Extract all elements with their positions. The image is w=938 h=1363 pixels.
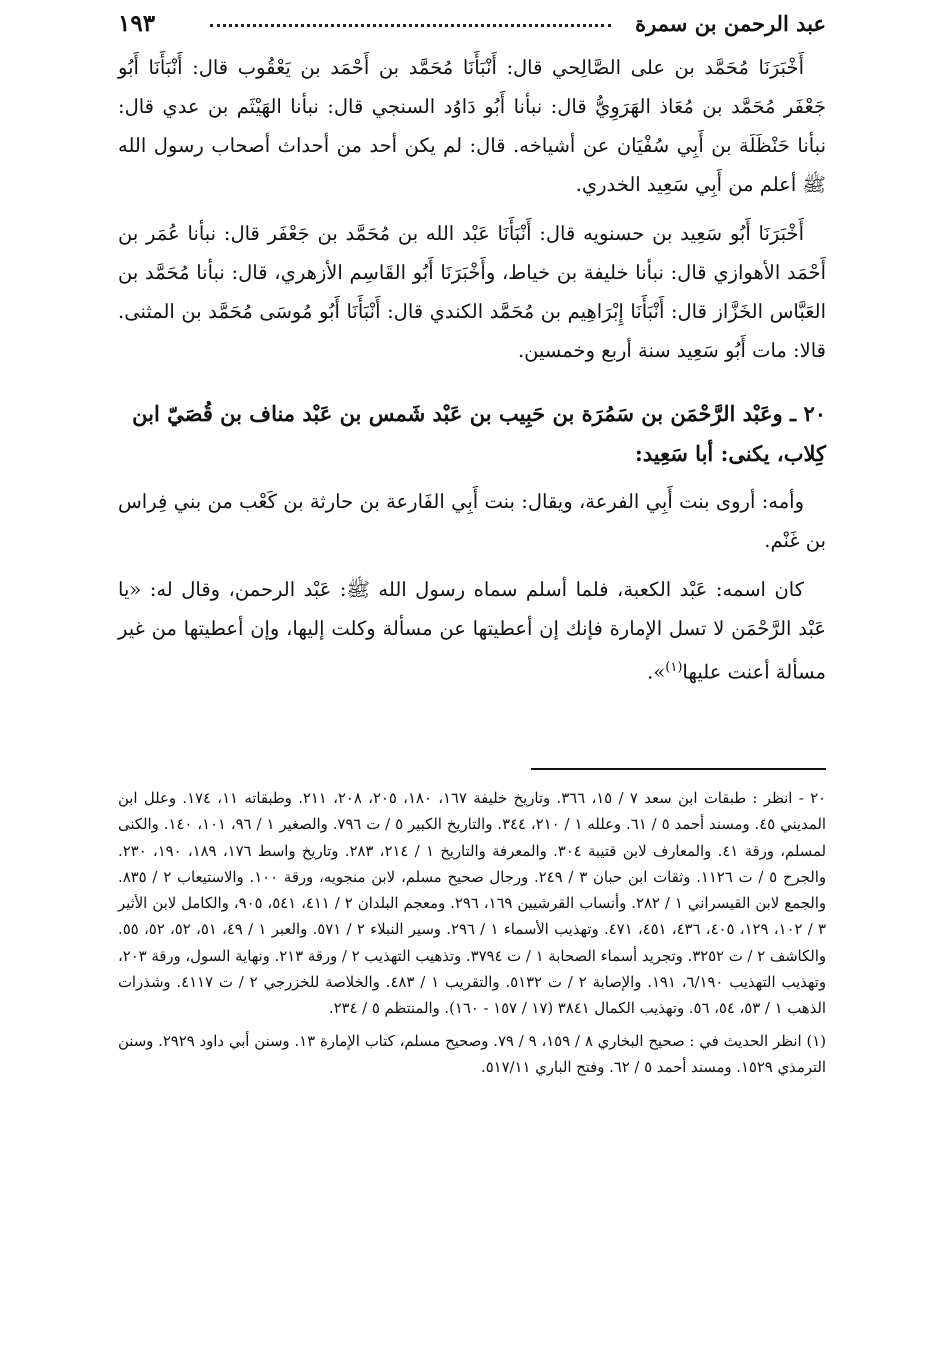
quote-close: ». [647,660,666,684]
footnote-1: (١) انظر الحديث في : صحيح البخاري ٨ / ١٥٩، ٩ / ٧٩. وصحيح مسلم، كتاب الإمارة ١٣. وسنن أبي داود ٢٩٢٩. وسنن الترمذي ١٥٢٩. ومسند أحمد ٥ / ٦٢. وفتح الباري ٥١٧/١١. [118,1032,826,1076]
main-text [118,48,826,692]
paragraph-1: أَخْبَرَنَا مُحَمَّد بن على الصَّالِحي قال: أَنْبَأَنَا مُحَمَّد بن أَحْمَد بن يَعْقُوب قال: أَنْبَأَنَا أَبُو جَعْفَر مُحَمَّد بن مُعَاذ الهَرَوِيُّ قال: نبأنا أَبُو دَاوُد السنجي قال: نبأنا الهَيْثَم بن عدي قال: نبأنا حَنْظَلَة بن أَبِي سُفْيَان عن أشياخه. قال: لم يكن أحد من أحداث أصحاب رسول الله ﷺ أعلم من أَبِي سَعِيد الخدري. [118,56,826,196]
entry-paragraph-2 [118,570,826,692]
paragraph-2: أَخْبَرَنَا أَبُو سَعِيد بن حسنويه قال: أَنْبَأَنَا عَبْد الله بن مُحَمَّد بن جَعْفَر قال: نبأنا عُمَر بن أَحْمَد الأهوازي قال: نبأنا خليفة بن خياط، وأَخْبَرَنَا أَبُو القَاسِم الأزهري، قال: نبأنا مُحَمَّد بن العَبَّاس الخَزَّاز قال: أَنْبَأَنَا إِبْرَاهِيم بن مُحَمَّد الكندي قال: أَنْبَأَنَا أَبُو مُوسَى مُحَمَّد بن المثنى. قالا: مات أَبُو سَعِيد سنة أربع وخمسين. [118,222,826,362]
footnote-separator [531,768,826,770]
entry-heading: ٢٠ ـ وعَبْد الرَّحْمَن بن سَمُرَة بن حَبِيب بن عَبْد شَمس بن عَبْد مناف بن قُصَيّ ابن كِلاب، يكنى: أبا سَعِيد: [132,401,826,466]
footnote-sources: ٢٠ - انظر : طبقات ابن سعد ٧ / ١٥، ٣٦٦. وتاريخ خليفة ١٦٧، ١٨٠، ٢٠٥، ٢٠٨، ٢١١. وطبقاته ١١، ١٧٤. وعلل ابن المديني ٤٥. ومسند أحمد ٥ / ٦١. وعلله ١ / ٢١٠، ٣٤٤. والتاريخ الكبير ٥ / ت ٧٩٦. والصغير ١ / ٩٦، ١٠١، ١٤٠. والكنى لمسلم، ورقة ٤١. والمعارف لابن قتيبة ٣٠٤. والمعرفة والتاريخ ١ / ٢١٤، ٢٨٣. وتاريخ واسط ١٧٦، ١٨٩، ١٩٠، ٢٣٠. والجرح ٥ / ت ١١٢٦. وثقات ابن حبان ٣ / ٢٤٩. ورجال صحيح مسلم، لابن منجويه، ورقة ١٠٠. والاستيعاب ٢ / ٨٣٥. والجمع لابن القيسراني ١ / ٢٨٢. وأنساب القرشيين ١٦٩، ٢٩٦. ومعجم البلدان ٢ / ٤١١، ٥٤١، ٩٠٥، والكامل لابن الأثير ٣ / ١٠٢، ١٢٩، ٤٠٥، ٤٣٦، ٤٥١، ٤٧١. وتهذيب الأسماء ١ / ٢٩٦. وسير النبلاء ٢ / ٥٧١. والعبر ١ / ٤٩، ٥١، ٥٢، ٥٢، ٥٥. والكاشف ٢ / ت ٣٢٥٢. وتجريد أسماء الصحابة ١ / ت ٣٧٩٤. وتذهيب التهذيب ٢ / ورقة ٢١٣. ونهاية السول، ورقة ٢٠٣، وتهذيب التهذيب ٦/١٩٠، ١٩١. والإصابة ٢ / ت ٥١٣٢. والتقريب ١ / ٤٨٣. والخلاصة للخزرجي ٢ / ت ٤١١٧. وشذرات الذهب ١ / ٥٣، ٥٤، ٥٦. وتهذيب الكمال ٣٨٤١ (١٧ / ١٥٧ - ١٦٠). والمنتظم ٥ / ٢٣٤. [118,790,827,1018]
running-header [118,8,826,40]
entry-paragraph-2-text: كان اسمه: عَبْد الكعبة، فلما أسلم سماه رسول الله ﷺ: عَبْد الرحمن، وقال له: «يا عَبْد الرَّحْمَن لا تسل الإمارة فإنك إن أعطيتها عن مسألة وكلت إليها، وإن أعطيتها من غير مسألة أعنت عليها [118,578,826,684]
header-dotted-leader [210,24,611,27]
entry-paragraph-1: وأمه: أروى بنت أَبِي الفرعة، ويقال: بنت أَبِي الفَارعة بن حارثة بن كَعْب من بني فِراس بن غَنْم. [118,490,826,552]
header-title: عبد الرحمن بن سمرة [635,11,826,36]
page-number: ١٩٣ [118,10,156,37]
footnotes [118,786,826,1081]
footnote-reference[interactable]: (١) [665,660,683,675]
